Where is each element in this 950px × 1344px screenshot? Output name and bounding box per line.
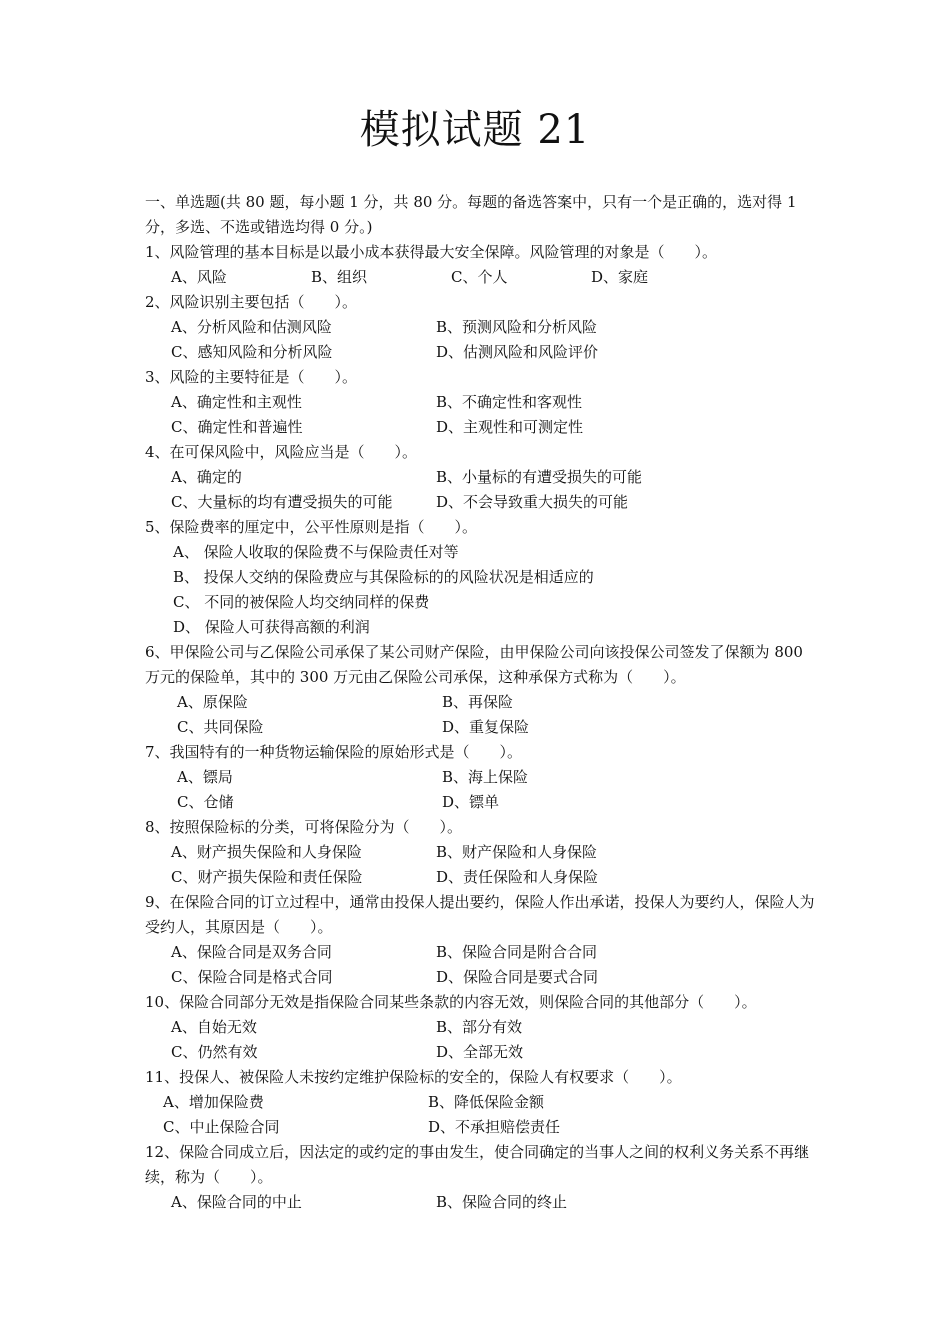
answer-option: C、 不同的被保险人均交纳同样的保费 xyxy=(173,593,430,611)
answer-option: C、仓储 xyxy=(177,793,234,811)
answer-option: A、 保险人收取的保险费不与保险责任对等 xyxy=(173,543,459,561)
answer-option: D、估测风险和风险评价 xyxy=(436,343,599,361)
option-row xyxy=(145,540,815,565)
option-row xyxy=(145,1090,815,1115)
option-row xyxy=(145,965,815,990)
question-stem: 9、在保险合同的订立过程中，通常由投保人提出要约，保险人作出承诺，投保人为要约人，保险人为受约人，其原因是（ ）。 xyxy=(145,893,815,936)
answer-option: A、增加保险费 xyxy=(163,1093,264,1111)
answer-option: C、共同保险 xyxy=(177,718,264,736)
answer-option: B、小量标的有遭受损失的可能 xyxy=(436,468,643,486)
question-block xyxy=(145,815,815,890)
answer-option: A、保险合同的中止 xyxy=(171,1193,302,1211)
answer-option: A、确定的 xyxy=(171,468,242,486)
answer-option: A、财产损失保险和人身保险 xyxy=(171,843,362,861)
option-row xyxy=(145,465,815,490)
option-row xyxy=(145,390,815,415)
answer-option: B、财产保险和人身保险 xyxy=(436,843,598,861)
answer-option: D、全部无效 xyxy=(436,1043,524,1061)
answer-option: C、确定性和普遍性 xyxy=(171,418,303,436)
answer-option: B、预测风险和分析风险 xyxy=(436,318,598,336)
question-stem: 4、在可保风险中，风险应当是（ ）。 xyxy=(145,443,418,461)
option-row xyxy=(145,865,815,890)
question-block xyxy=(145,890,815,990)
answer-option: D、主观性和可测定性 xyxy=(436,418,584,436)
option-row xyxy=(145,790,815,815)
option-row xyxy=(145,1190,815,1215)
option-row xyxy=(145,1115,815,1140)
question-stem: 10、保险合同部分无效是指保险合同某些条款的内容无效，则保险合同的其他部分（ ）。 xyxy=(145,993,757,1011)
option-row xyxy=(145,615,815,640)
answer-option: B、再保险 xyxy=(442,693,514,711)
option-row xyxy=(145,265,815,290)
answer-option: C、大量标的均有遭受损失的可能 xyxy=(171,493,393,511)
question-block xyxy=(145,515,815,640)
answer-option: D、重复保险 xyxy=(442,718,530,736)
answer-option: C、感知风险和分析风险 xyxy=(171,343,333,361)
question-stem: 1、风险管理的基本目标是以最小成本获得最大安全保障。风险管理的对象是（ ）。 xyxy=(145,243,718,261)
question-stem: 11、投保人、被保险人未按约定维护保险标的安全的，保险人有权要求（ ）。 xyxy=(145,1068,682,1086)
question-block xyxy=(145,240,815,290)
answer-option: C、中止保险合同 xyxy=(163,1118,280,1136)
section-instructions: 一、单选题(共 80 题，每小题 1 分，共 80 分。每题的备选答案中，只有一个是正确的，选对得 1 分，多选、不选或错选均得 0 分。) xyxy=(145,193,797,236)
option-row xyxy=(145,315,815,340)
answer-option: A、确定性和主观性 xyxy=(171,393,302,411)
answer-option: D、不承担赔偿责任 xyxy=(428,1118,561,1136)
question-block xyxy=(145,640,815,740)
answer-option: B、 投保人交纳的保险费应与其保险标的的风险状况是相适应的 xyxy=(173,568,594,586)
option-row xyxy=(145,940,815,965)
option-row xyxy=(145,1015,815,1040)
question-stem: 12、保险合同成立后，因法定的或约定的事由发生，使合同确定的当事人之间的权利义务关系不再继续，称为（ ）。 xyxy=(145,1143,810,1186)
question-stem: 7、我国特有的一种货物运输保险的原始形式是（ ）。 xyxy=(145,743,523,761)
question-stem: 5、保险费率的厘定中，公平性原则是指（ ）。 xyxy=(145,518,478,536)
answer-option: B、组织 xyxy=(311,268,368,286)
option-row xyxy=(145,590,815,615)
answer-option: C、仍然有效 xyxy=(171,1043,258,1061)
answer-option: C、个人 xyxy=(451,268,508,286)
option-row xyxy=(145,765,815,790)
question-stem: 2、风险识别主要包括（ ）。 xyxy=(145,293,358,311)
question-stem: 6、甲保险公司与乙保险公司承保了某公司财产保险，由甲保险公司向该投保公司签发了保额为 800 万元的保险单，其中的 300 万元由乙保险公司承保，这种承保方式称为（ ）。 xyxy=(145,643,803,686)
option-row xyxy=(145,490,815,515)
option-row xyxy=(145,840,815,865)
answer-option: B、降低保险金额 xyxy=(428,1093,545,1111)
question-block xyxy=(145,740,815,815)
question-stem: 8、按照保险标的分类，可将保险分为（ ）。 xyxy=(145,818,463,836)
answer-option: B、保险合同是附合合同 xyxy=(436,943,598,961)
answer-option: D、家庭 xyxy=(591,268,649,286)
option-row xyxy=(145,690,815,715)
answer-option: C、财产损失保险和责任保险 xyxy=(171,868,363,886)
option-row xyxy=(145,340,815,365)
option-row xyxy=(145,565,815,590)
option-row xyxy=(145,715,815,740)
answer-option: A、保险合同是双务合同 xyxy=(171,943,332,961)
answer-option: D、不会导致重大损失的可能 xyxy=(436,493,629,511)
page-title: 模拟试题 21 xyxy=(359,107,591,153)
question-block xyxy=(145,440,815,515)
question-block xyxy=(145,1065,815,1140)
answer-option: D、责任保险和人身保险 xyxy=(436,868,599,886)
answer-option: B、保险合同的终止 xyxy=(436,1193,568,1211)
question-block xyxy=(145,990,815,1065)
question-list xyxy=(145,240,815,1215)
answer-option: D、保险合同是要式合同 xyxy=(436,968,599,986)
option-row xyxy=(145,415,815,440)
answer-option: B、不确定性和客观性 xyxy=(436,393,583,411)
answer-option: D、镖单 xyxy=(442,793,500,811)
question-block xyxy=(145,365,815,440)
question-stem: 3、风险的主要特征是（ ）。 xyxy=(145,368,358,386)
answer-option: A、原保险 xyxy=(177,693,248,711)
answer-option: A、镖局 xyxy=(177,768,233,786)
answer-option: A、风险 xyxy=(171,268,227,286)
answer-option: B、部分有效 xyxy=(436,1018,523,1036)
exam-content xyxy=(145,190,815,1215)
option-row xyxy=(145,1040,815,1065)
answer-option: B、海上保险 xyxy=(442,768,529,786)
answer-option: C、保险合同是格式合同 xyxy=(171,968,333,986)
answer-option: A、分析风险和估测风险 xyxy=(171,318,332,336)
question-block xyxy=(145,290,815,365)
question-block xyxy=(145,1140,815,1215)
answer-option: D、 保险人可获得高额的利润 xyxy=(173,618,370,636)
answer-option: A、自始无效 xyxy=(171,1018,257,1036)
